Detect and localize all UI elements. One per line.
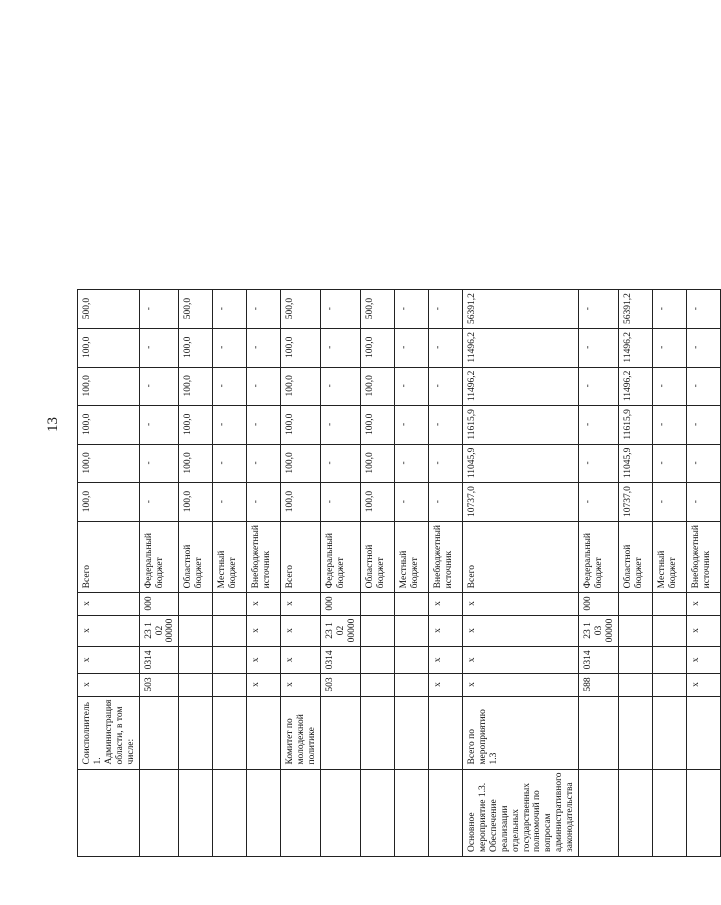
table-cell: - (139, 290, 179, 329)
table-row (139, 290, 179, 857)
table-cell (321, 696, 361, 769)
table-cell: - (428, 406, 462, 445)
table-cell: 100,0 (78, 444, 140, 483)
table-row (686, 290, 720, 857)
table-cell: - (686, 444, 720, 483)
table-cell: 500,0 (78, 290, 140, 329)
table-cell: - (686, 290, 720, 329)
table-cell (213, 696, 247, 769)
table-row (281, 290, 321, 857)
table-cell: - (213, 483, 247, 522)
table-cell: - (652, 367, 686, 406)
table-cell: - (579, 290, 619, 329)
table-cell: х (462, 593, 578, 615)
table-cell: - (579, 367, 619, 406)
table-cell: - (394, 483, 428, 522)
table-cell: х (462, 647, 578, 674)
table-cell: х (247, 593, 281, 615)
table-cell: 100,0 (179, 329, 213, 368)
table-cell (360, 674, 394, 696)
table-cell (618, 647, 652, 674)
table-cell: 100,0 (360, 329, 394, 368)
table-cell (618, 593, 652, 615)
table-cell: 11045,9 (618, 444, 652, 483)
table-cell: - (321, 483, 361, 522)
table-cell: 100,0 (281, 406, 321, 445)
table-cell: 100,0 (78, 329, 140, 368)
table-cell (652, 674, 686, 696)
table-cell (247, 696, 281, 769)
table-cell: - (652, 329, 686, 368)
table-cell: Областной бюджет (618, 522, 652, 593)
table-cell: - (579, 406, 619, 445)
table-cell: - (213, 406, 247, 445)
table-cell: 10737,0 (618, 483, 652, 522)
table-cell: х (428, 615, 462, 647)
table-cell: 503 (139, 674, 179, 696)
table-cell: х (247, 615, 281, 647)
table-cell: 100,0 (179, 406, 213, 445)
table-cell: 100,0 (179, 483, 213, 522)
table-cell: - (686, 406, 720, 445)
table-cell: х (686, 647, 720, 674)
table-cell (179, 696, 213, 769)
table-cell: 500,0 (281, 290, 321, 329)
table-cell: Областной бюджет (360, 522, 394, 593)
table-row (247, 290, 281, 857)
table-cell: х (78, 647, 140, 674)
table-cell: 100,0 (78, 406, 140, 445)
table-cell: - (652, 444, 686, 483)
table-cell: 100,0 (179, 444, 213, 483)
table-cell (213, 615, 247, 647)
table-cell: - (139, 483, 179, 522)
table-cell: - (428, 483, 462, 522)
table-cell: 23 1 02 00000 (139, 615, 179, 647)
budget-table (77, 289, 721, 857)
table-cell: - (213, 367, 247, 406)
table-cell: - (139, 406, 179, 445)
table-cell: х (78, 674, 140, 696)
table-cell: Внебюджетный источник (686, 522, 720, 593)
table-cell: х (462, 615, 578, 647)
table-cell (360, 647, 394, 674)
table-cell: 11615,9 (618, 406, 652, 445)
table-cell: - (139, 329, 179, 368)
table-cell: 000 (579, 593, 619, 615)
table-cell (360, 769, 394, 856)
table-cell: - (394, 367, 428, 406)
table-cell (394, 696, 428, 769)
table-cell: 23 1 03 00000 (579, 615, 619, 647)
table-cell: - (321, 406, 361, 445)
table-cell: 11496,2 (618, 329, 652, 368)
table-cell: - (247, 329, 281, 368)
table-cell: 100,0 (78, 483, 140, 522)
table-cell: - (686, 367, 720, 406)
table-cell (360, 696, 394, 769)
table-cell: - (686, 483, 720, 522)
table-cell: - (652, 406, 686, 445)
table-cell: - (247, 483, 281, 522)
table-cell (360, 615, 394, 647)
table-cell: 500,0 (179, 290, 213, 329)
table-cell: - (321, 329, 361, 368)
table-cell: Местный бюджет (394, 522, 428, 593)
table-cell: - (213, 444, 247, 483)
table-cell: х (247, 647, 281, 674)
table-cell: Соисполнитель 1. Администрация области, в том числе: (78, 696, 140, 769)
table-cell: х (281, 615, 321, 647)
table-cell (618, 674, 652, 696)
table-cell: 100,0 (360, 406, 394, 445)
table-row (394, 290, 428, 857)
table-cell (652, 647, 686, 674)
table-cell (394, 769, 428, 856)
table-cell: 100,0 (78, 367, 140, 406)
table-cell: х (78, 615, 140, 647)
page-number: 13 (45, 417, 61, 432)
table-cell: - (394, 406, 428, 445)
table-cell: х (428, 674, 462, 696)
table-cell: х (281, 593, 321, 615)
table-cell (78, 769, 140, 856)
table-cell (360, 593, 394, 615)
table-cell: х (78, 593, 140, 615)
table-cell (428, 696, 462, 769)
table-row (321, 290, 361, 857)
table-cell: Федеральный бюджет (321, 522, 361, 593)
table-row (179, 290, 213, 857)
table-cell: 000 (321, 593, 361, 615)
table-cell: Комитет по молодежной политике (281, 696, 321, 769)
table-cell: - (213, 290, 247, 329)
table-cell: - (247, 406, 281, 445)
table-cell (179, 769, 213, 856)
table-cell: х (428, 593, 462, 615)
table-cell: 000 (139, 593, 179, 615)
table-cell: 10737,0 (462, 483, 578, 522)
table-cell (394, 674, 428, 696)
table-cell: 11496,2 (462, 367, 578, 406)
table-cell: 503 (321, 674, 361, 696)
table-cell: - (428, 444, 462, 483)
table-row (579, 290, 619, 857)
table-cell (139, 696, 179, 769)
table-cell: Внебюджетный источник (428, 522, 462, 593)
table-row (618, 290, 652, 857)
table-cell: - (394, 329, 428, 368)
table-cell: х (686, 593, 720, 615)
table-cell: 100,0 (360, 483, 394, 522)
table-cell (321, 769, 361, 856)
table-cell: 11496,2 (618, 367, 652, 406)
table-cell: Местный бюджет (213, 522, 247, 593)
table-cell: Всего по мероприятию 1.3 (462, 696, 578, 769)
table-cell: - (652, 483, 686, 522)
table-cell: 100,0 (281, 444, 321, 483)
table-cell (139, 769, 179, 856)
table-cell: 56391,2 (462, 290, 578, 329)
table-cell: - (394, 444, 428, 483)
table-cell (394, 647, 428, 674)
table-cell: х (686, 615, 720, 647)
table-cell (213, 674, 247, 696)
table-cell (686, 696, 720, 769)
table-cell: 11615,9 (462, 406, 578, 445)
table-cell (579, 769, 619, 856)
table-cell: - (321, 367, 361, 406)
table-cell (652, 593, 686, 615)
table-cell (579, 696, 619, 769)
table-cell: - (139, 367, 179, 406)
table-cell: - (247, 367, 281, 406)
table-cell: - (652, 290, 686, 329)
table-cell (179, 615, 213, 647)
table-cell: Основное мероприятие 1.3. Обеспечение реализации отдельных государственных полномочий по вопросам административного законодательства (462, 769, 578, 856)
table-cell (213, 593, 247, 615)
table-cell: - (579, 483, 619, 522)
table-cell: Всего (462, 522, 578, 593)
table-cell: 100,0 (360, 367, 394, 406)
table-cell: - (247, 444, 281, 483)
table-cell (179, 647, 213, 674)
table-cell: Внебюджетный источник (247, 522, 281, 593)
table-cell: 100,0 (179, 367, 213, 406)
table-cell: - (394, 290, 428, 329)
table-cell (179, 593, 213, 615)
table-cell (618, 615, 652, 647)
table-cell: - (139, 444, 179, 483)
table-cell (618, 696, 652, 769)
table-cell: 500,0 (360, 290, 394, 329)
table-cell (428, 769, 462, 856)
table-cell: - (321, 444, 361, 483)
table-cell: х (686, 674, 720, 696)
table-row (213, 290, 247, 857)
table-cell: Всего (78, 522, 140, 593)
table-cell: х (247, 674, 281, 696)
table-cell (652, 696, 686, 769)
table-cell (686, 769, 720, 856)
table-cell: 11496,2 (462, 329, 578, 368)
table-cell (247, 769, 281, 856)
table-cell: 23 1 02 00000 (321, 615, 361, 647)
table-cell: - (579, 444, 619, 483)
table-cell (213, 769, 247, 856)
table-cell (213, 647, 247, 674)
table-cell: 100,0 (281, 367, 321, 406)
table-row (462, 290, 578, 857)
table-cell (652, 615, 686, 647)
table-cell: - (686, 329, 720, 368)
table-cell (652, 769, 686, 856)
table-cell: х (428, 647, 462, 674)
table-cell (179, 674, 213, 696)
table-cell: 56391,2 (618, 290, 652, 329)
table-cell: 11045,9 (462, 444, 578, 483)
table-cell: - (579, 329, 619, 368)
table-cell: х (462, 674, 578, 696)
table-row (428, 290, 462, 857)
table-row (78, 290, 140, 857)
table-cell: 0314 (321, 647, 361, 674)
table-cell: х (281, 647, 321, 674)
table-cell: Областной бюджет (179, 522, 213, 593)
table-cell: - (321, 290, 361, 329)
table-cell: Федеральный бюджет (579, 522, 619, 593)
table-cell: - (213, 329, 247, 368)
table-cell: 100,0 (360, 444, 394, 483)
table-cell: 100,0 (281, 483, 321, 522)
table-cell: 100,0 (281, 329, 321, 368)
table-row (652, 290, 686, 857)
table-cell: - (428, 367, 462, 406)
table-cell: - (428, 329, 462, 368)
table-cell (394, 593, 428, 615)
table-cell: 588 (579, 674, 619, 696)
table-row (360, 290, 394, 857)
table-cell: Федеральный бюджет (139, 522, 179, 593)
table-cell: Всего (281, 522, 321, 593)
table-cell: 0314 (579, 647, 619, 674)
table-cell: 0314 (139, 647, 179, 674)
table-cell: х (281, 674, 321, 696)
table-cell (618, 769, 652, 856)
table-cell (281, 769, 321, 856)
table-cell: - (428, 290, 462, 329)
table-cell (394, 615, 428, 647)
table-cell: Местный бюджет (652, 522, 686, 593)
table-cell: - (247, 290, 281, 329)
